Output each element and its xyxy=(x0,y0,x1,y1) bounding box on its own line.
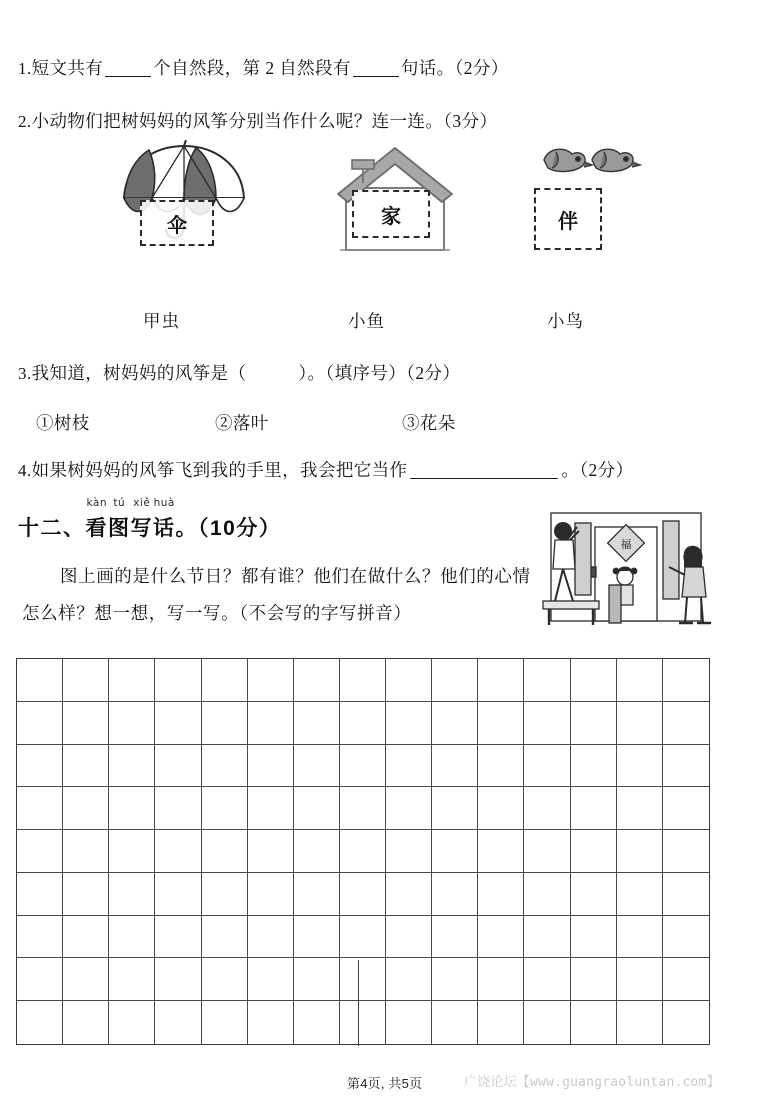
grid-cell[interactable] xyxy=(432,958,478,1001)
grid-cell[interactable] xyxy=(109,659,155,702)
grid-cell[interactable] xyxy=(524,702,570,745)
grid-cell[interactable] xyxy=(294,958,340,1001)
grid-center-divider xyxy=(358,960,359,1046)
grid-cell[interactable] xyxy=(63,1001,109,1044)
grid-cell[interactable] xyxy=(386,958,432,1001)
section-12-index: 十二、 xyxy=(18,517,86,540)
grid-cell[interactable] xyxy=(478,873,524,916)
grid-cell[interactable] xyxy=(155,745,201,788)
match-answer-beetle[interactable]: 甲虫 xyxy=(143,311,180,331)
grid-cell[interactable] xyxy=(663,873,709,916)
grid-cell[interactable] xyxy=(109,873,155,916)
grid-cell[interactable] xyxy=(617,745,663,788)
grid-cell[interactable] xyxy=(386,830,432,873)
grid-cell[interactable] xyxy=(340,1001,386,1044)
grid-cell[interactable] xyxy=(432,916,478,959)
grid-cell[interactable] xyxy=(524,958,570,1001)
grid-cell[interactable] xyxy=(571,958,617,1001)
grid-cell[interactable] xyxy=(248,873,294,916)
grid-cell[interactable] xyxy=(571,659,617,702)
question-3-option-1[interactable]: ①树枝 xyxy=(36,413,90,433)
grid-cell[interactable] xyxy=(478,916,524,959)
grid-cell[interactable] xyxy=(478,702,524,745)
pinyin-hua: huà xyxy=(153,497,175,509)
grid-cell[interactable] xyxy=(248,745,294,788)
grid-cell[interactable] xyxy=(617,958,663,1001)
pinyin-xie: xiě xyxy=(133,497,151,509)
grid-cell[interactable] xyxy=(571,830,617,873)
grid-cell[interactable] xyxy=(663,916,709,959)
grid-cell[interactable] xyxy=(63,873,109,916)
question-4-stem-after: 。（2分） xyxy=(561,460,634,480)
grid-cell[interactable] xyxy=(478,958,524,1001)
grid-cell[interactable] xyxy=(340,873,386,916)
grid-cell[interactable] xyxy=(109,1001,155,1044)
grid-cell[interactable] xyxy=(202,830,248,873)
grid-cell[interactable] xyxy=(386,745,432,788)
grid-cell[interactable] xyxy=(571,702,617,745)
grid-cell[interactable] xyxy=(340,745,386,788)
grid-cell[interactable] xyxy=(248,659,294,702)
question-4-number: 4. xyxy=(18,461,32,480)
question-1-blank-2[interactable] xyxy=(353,76,399,77)
grid-cell[interactable] xyxy=(617,873,663,916)
matching-picture-row xyxy=(0,138,780,263)
grid-cell[interactable] xyxy=(432,787,478,830)
grid-cell[interactable] xyxy=(524,1001,570,1044)
grid-cell[interactable] xyxy=(294,830,340,873)
grid-cell[interactable] xyxy=(294,702,340,745)
grid-cell[interactable] xyxy=(248,958,294,1001)
grid-cell[interactable] xyxy=(294,787,340,830)
question-4-blank[interactable] xyxy=(410,478,558,479)
question-1-text-b: 个自然段，第 2 自然段有 xyxy=(153,58,351,78)
grid-cell[interactable] xyxy=(478,659,524,702)
grid-cell[interactable] xyxy=(63,745,109,788)
char-tu: 图 xyxy=(108,517,131,540)
question-3-option-3[interactable]: ③花朵 xyxy=(402,413,456,433)
grid-cell[interactable] xyxy=(340,659,386,702)
ruby-hua xyxy=(153,497,176,542)
grid-cell[interactable] xyxy=(386,787,432,830)
grid-cell[interactable] xyxy=(478,787,524,830)
grid-cell[interactable] xyxy=(663,1001,709,1044)
grid-cell[interactable] xyxy=(155,958,201,1001)
grid-cell[interactable] xyxy=(294,745,340,788)
grid-cell[interactable] xyxy=(340,830,386,873)
grid-cell[interactable] xyxy=(663,958,709,1001)
grid-cell[interactable] xyxy=(63,958,109,1001)
grid-cell[interactable] xyxy=(109,958,155,1001)
grid-cell[interactable] xyxy=(17,702,63,745)
writing-prompt-line-1: 图上画的是什么节日？都有谁？他们在做什么？他 xyxy=(60,566,459,586)
grid-cell[interactable] xyxy=(63,787,109,830)
question-3-number: 3. xyxy=(18,364,32,383)
pinyin-tu: tú xyxy=(113,497,126,509)
grid-cell[interactable] xyxy=(663,830,709,873)
grid-cell[interactable] xyxy=(17,659,63,702)
chinese-new-year-family-couplets-icon xyxy=(533,505,745,637)
grid-cell[interactable] xyxy=(155,873,201,916)
grid-cell[interactable] xyxy=(17,873,63,916)
grid-cell[interactable] xyxy=(617,702,663,745)
match-label-box-birds xyxy=(534,188,602,250)
question-2-points: （3分） xyxy=(443,111,498,131)
grid-cell[interactable] xyxy=(340,958,386,1001)
grid-cell[interactable] xyxy=(155,659,201,702)
grid-cell[interactable] xyxy=(155,916,201,959)
grid-cell[interactable] xyxy=(617,830,663,873)
grid-cell[interactable] xyxy=(17,830,63,873)
grid-cell[interactable] xyxy=(524,745,570,788)
grid-cell[interactable] xyxy=(386,873,432,916)
grid-cell[interactable] xyxy=(248,1001,294,1044)
grid-cell[interactable] xyxy=(340,916,386,959)
grid-cell[interactable] xyxy=(17,745,63,788)
question-1-number: 1. xyxy=(18,59,32,78)
ruby-tu xyxy=(108,497,131,542)
grid-cell[interactable] xyxy=(155,1001,201,1044)
grid-cell[interactable] xyxy=(17,958,63,1001)
writing-prompt xyxy=(22,558,542,632)
match-label-house: 家 xyxy=(381,205,401,228)
grid-cell[interactable] xyxy=(432,873,478,916)
char-hua: 话 xyxy=(153,517,176,540)
grid-cell[interactable] xyxy=(109,787,155,830)
question-4-stem-before: 如果树妈妈的风筝飞到我的手里，我会把它当作 xyxy=(31,460,408,480)
grid-cell[interactable] xyxy=(294,873,340,916)
grid-cell[interactable] xyxy=(294,659,340,702)
grid-cell[interactable] xyxy=(63,916,109,959)
ruby-kan xyxy=(85,497,109,542)
grid-cell[interactable] xyxy=(155,830,201,873)
match-label-birds: 伴 xyxy=(558,210,578,233)
grid-cell[interactable] xyxy=(155,702,201,745)
grid-cell[interactable] xyxy=(386,1001,432,1044)
grid-cell[interactable] xyxy=(663,787,709,830)
grid-cell[interactable] xyxy=(432,830,478,873)
grid-cell[interactable] xyxy=(524,830,570,873)
page-number-footer: 第4页, 共5页 xyxy=(347,1076,423,1091)
grid-cell[interactable] xyxy=(571,1001,617,1044)
grid-cell[interactable] xyxy=(202,873,248,916)
question-2-number: 2. xyxy=(18,112,32,131)
question-4 xyxy=(18,457,633,482)
match-label-box-house xyxy=(352,190,430,238)
grid-cell[interactable] xyxy=(432,702,478,745)
grid-cell[interactable] xyxy=(571,787,617,830)
grid-cell[interactable] xyxy=(386,702,432,745)
ruby-xie xyxy=(130,497,154,542)
grid-cell[interactable] xyxy=(109,745,155,788)
grid-cell[interactable] xyxy=(109,916,155,959)
grid-cell[interactable] xyxy=(386,659,432,702)
grid-cell[interactable] xyxy=(155,787,201,830)
question-2-text: 小动物们把树妈妈的风筝分别当作什么呢？连一连。 xyxy=(31,111,444,131)
grid-cell[interactable] xyxy=(109,702,155,745)
grid-cell[interactable] xyxy=(571,873,617,916)
question-1 xyxy=(18,55,509,80)
match-answer-bird[interactable]: 小鸟 xyxy=(547,311,584,331)
pinyin-kan: kàn xyxy=(86,497,107,509)
grid-cell[interactable] xyxy=(340,787,386,830)
grid-cell[interactable] xyxy=(478,745,524,788)
question-3-stem-before: 我知道，树妈妈的风筝是（ xyxy=(31,363,247,383)
grid-cell[interactable] xyxy=(524,659,570,702)
match-answer-fish[interactable]: 小鱼 xyxy=(348,311,385,331)
grid-cell[interactable] xyxy=(478,1001,524,1044)
question-1-text-c: 句话。 xyxy=(400,58,455,78)
question-3-option-2[interactable]: ②落叶 xyxy=(215,413,269,433)
grid-cell[interactable] xyxy=(617,787,663,830)
question-1-blank-1[interactable] xyxy=(105,76,151,77)
grid-cell[interactable] xyxy=(478,830,524,873)
grid-cell[interactable] xyxy=(524,916,570,959)
char-xie: 写 xyxy=(130,517,153,540)
grid-cell[interactable] xyxy=(202,659,248,702)
match-label-umbrella: 伞 xyxy=(167,214,187,237)
grid-cell[interactable] xyxy=(202,787,248,830)
char-kan: 看 xyxy=(85,517,108,540)
grid-cell[interactable] xyxy=(617,1001,663,1044)
grid-cell[interactable] xyxy=(248,702,294,745)
grid-cell[interactable] xyxy=(524,873,570,916)
grid-cell[interactable] xyxy=(524,787,570,830)
grid-cell[interactable] xyxy=(17,1001,63,1044)
grid-cell[interactable] xyxy=(571,916,617,959)
grid-cell[interactable] xyxy=(63,659,109,702)
grid-cell[interactable] xyxy=(386,916,432,959)
grid-cell[interactable] xyxy=(63,830,109,873)
question-3-stem-after: ）。（填序号）（2分） xyxy=(298,363,461,383)
match-label-box-umbrella xyxy=(140,200,214,246)
grid-cell[interactable] xyxy=(109,830,155,873)
question-1-points: （2分） xyxy=(454,58,509,78)
svg-text:福: 福 xyxy=(620,539,632,551)
grid-cell[interactable] xyxy=(202,745,248,788)
grid-cell[interactable] xyxy=(294,1001,340,1044)
section-12-heading xyxy=(18,497,282,542)
grid-cell[interactable] xyxy=(248,916,294,959)
grid-cell[interactable] xyxy=(248,830,294,873)
grid-cell[interactable] xyxy=(202,702,248,745)
question-2 xyxy=(18,108,497,133)
match-item-birds[interactable] xyxy=(516,138,686,260)
grid-cell[interactable] xyxy=(63,702,109,745)
grid-cell[interactable] xyxy=(17,787,63,830)
grid-cell[interactable] xyxy=(617,659,663,702)
grid-cell[interactable] xyxy=(432,1001,478,1044)
grid-cell[interactable] xyxy=(248,787,294,830)
site-watermark: 广饶论坛【www.guangraoluntan.com】 xyxy=(464,1075,720,1090)
grid-cell[interactable] xyxy=(663,702,709,745)
question-1-text-a: 短文共有 xyxy=(31,58,104,78)
grid-cell[interactable] xyxy=(617,916,663,959)
grid-cell[interactable] xyxy=(663,745,709,788)
grid-cell[interactable] xyxy=(202,916,248,959)
match-item-umbrella[interactable] xyxy=(108,138,278,260)
grid-cell[interactable] xyxy=(340,702,386,745)
grid-cell[interactable] xyxy=(571,745,617,788)
grid-cell[interactable] xyxy=(432,659,478,702)
grid-cell[interactable] xyxy=(294,916,340,959)
writing-grid[interactable] xyxy=(16,658,710,1045)
grid-cell[interactable] xyxy=(663,659,709,702)
grid-cell[interactable] xyxy=(432,745,478,788)
grid-cell[interactable] xyxy=(17,916,63,959)
grid-cell[interactable] xyxy=(202,1001,248,1044)
question-3 xyxy=(18,360,460,385)
match-item-house[interactable] xyxy=(312,138,482,260)
writing-prompt-line-2: 们的心情怎么样？想一想，写一写。（不会写的字写拼音） xyxy=(22,566,531,623)
section-12-points: 。（10分） xyxy=(175,517,282,540)
grid-cell[interactable] xyxy=(202,958,248,1001)
